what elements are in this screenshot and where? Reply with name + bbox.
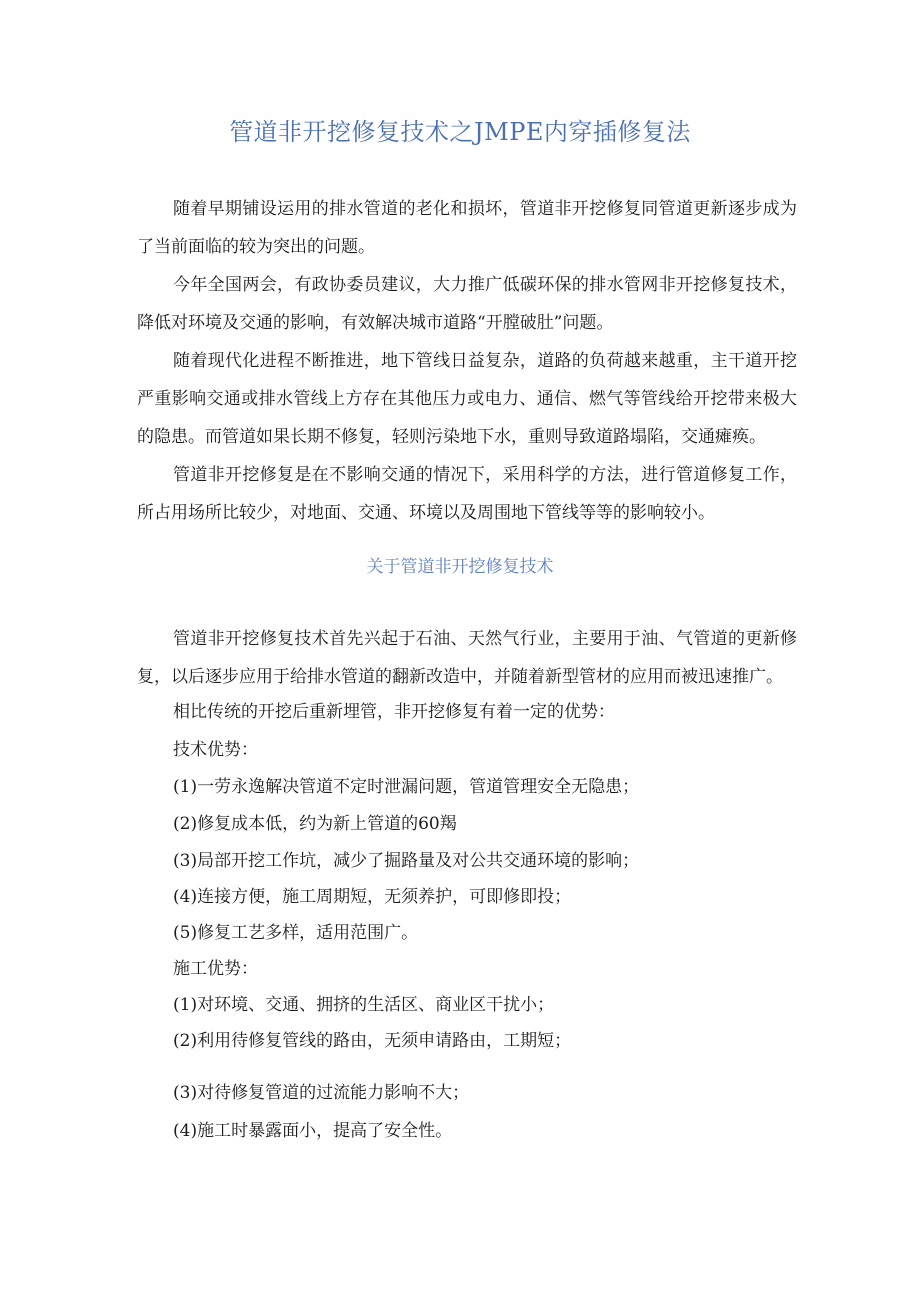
- document-title: 管道非开挖修复技术之JMPE内穿插修复法: [229, 118, 691, 146]
- list-item: (3)局部开挖工作坑，减少了掘路量及对公共交通环境的影响；: [173, 851, 640, 871]
- paragraph: 管道非开挖修复是在不影响交通的情况下，采用科学的方法，进行管道修复工作，所占用场所比较少，对地面、交通、环境以及周围地下管线等等的影响较小。: [137, 465, 797, 523]
- list-item: (1)对环境、交通、拥挤的生活区、商业区干扰小；: [173, 995, 555, 1015]
- paragraph: 随着早期铺设运用的排水管道的老化和损坏，管道非开挖修复同管道更新逐步成为了当前面临的较为突出的问题。: [137, 199, 797, 257]
- list-heading: 施工优势：: [173, 959, 258, 979]
- paragraph: 今年全国两会，有政协委员建议，大力推广低碳环保的排水管网非开挖修复技术，降低对环境及交通的影响，有效解决城市道路“开膛破肚”问题。: [137, 275, 797, 333]
- list-item: (4)连接方便，施工周期短，无须养护，可即修即投；: [173, 887, 572, 907]
- paragraph: 管道非开挖修复技术首先兴起于石油、天然气行业，主要用于油、气管道的更新修复，以后逐步应用于给排水管道的翻新改造中，并随着新型管材的应用而被迅速推广。: [137, 629, 797, 687]
- list-item: (1)一劳永逸解决管道不定时泄漏问题，管道管理安全无隐患；: [173, 777, 640, 797]
- list-line: 相比传统的开挖后重新埋管，非开挖修复有着一定的优势：: [173, 702, 615, 722]
- list-item: (4)施工时暴露面小，提高了安全性。: [173, 1121, 453, 1141]
- list-item: (2)修复成本低，约为新上管道的60羯: [173, 814, 457, 834]
- paragraph: 随着现代化进程不断推进，地下管线日益复杂，道路的负荷越来越重，主干道开挖严重影响交通或排水管线上方存在其他压力或电力、通信、燃气等管线给开挖带来极大的隐患。而管道如果长期不修复，轻则污染地下水，重则导致道路塌陷，交通瘫痪。: [137, 351, 797, 447]
- list-item: (2)利用待修复管线的路由，无须申请路由，工期短；: [173, 1031, 572, 1051]
- list-item: (5)修复工艺多样，适用范围广。: [173, 923, 419, 943]
- section-title: 关于管道非开挖修复技术: [366, 557, 554, 577]
- section-body: [137, 620, 797, 696]
- list-item: (3)对待修复管道的过流能力影响不大；: [173, 1083, 470, 1103]
- list-heading: 技术优势：: [173, 740, 258, 760]
- intro-section: [137, 190, 797, 532]
